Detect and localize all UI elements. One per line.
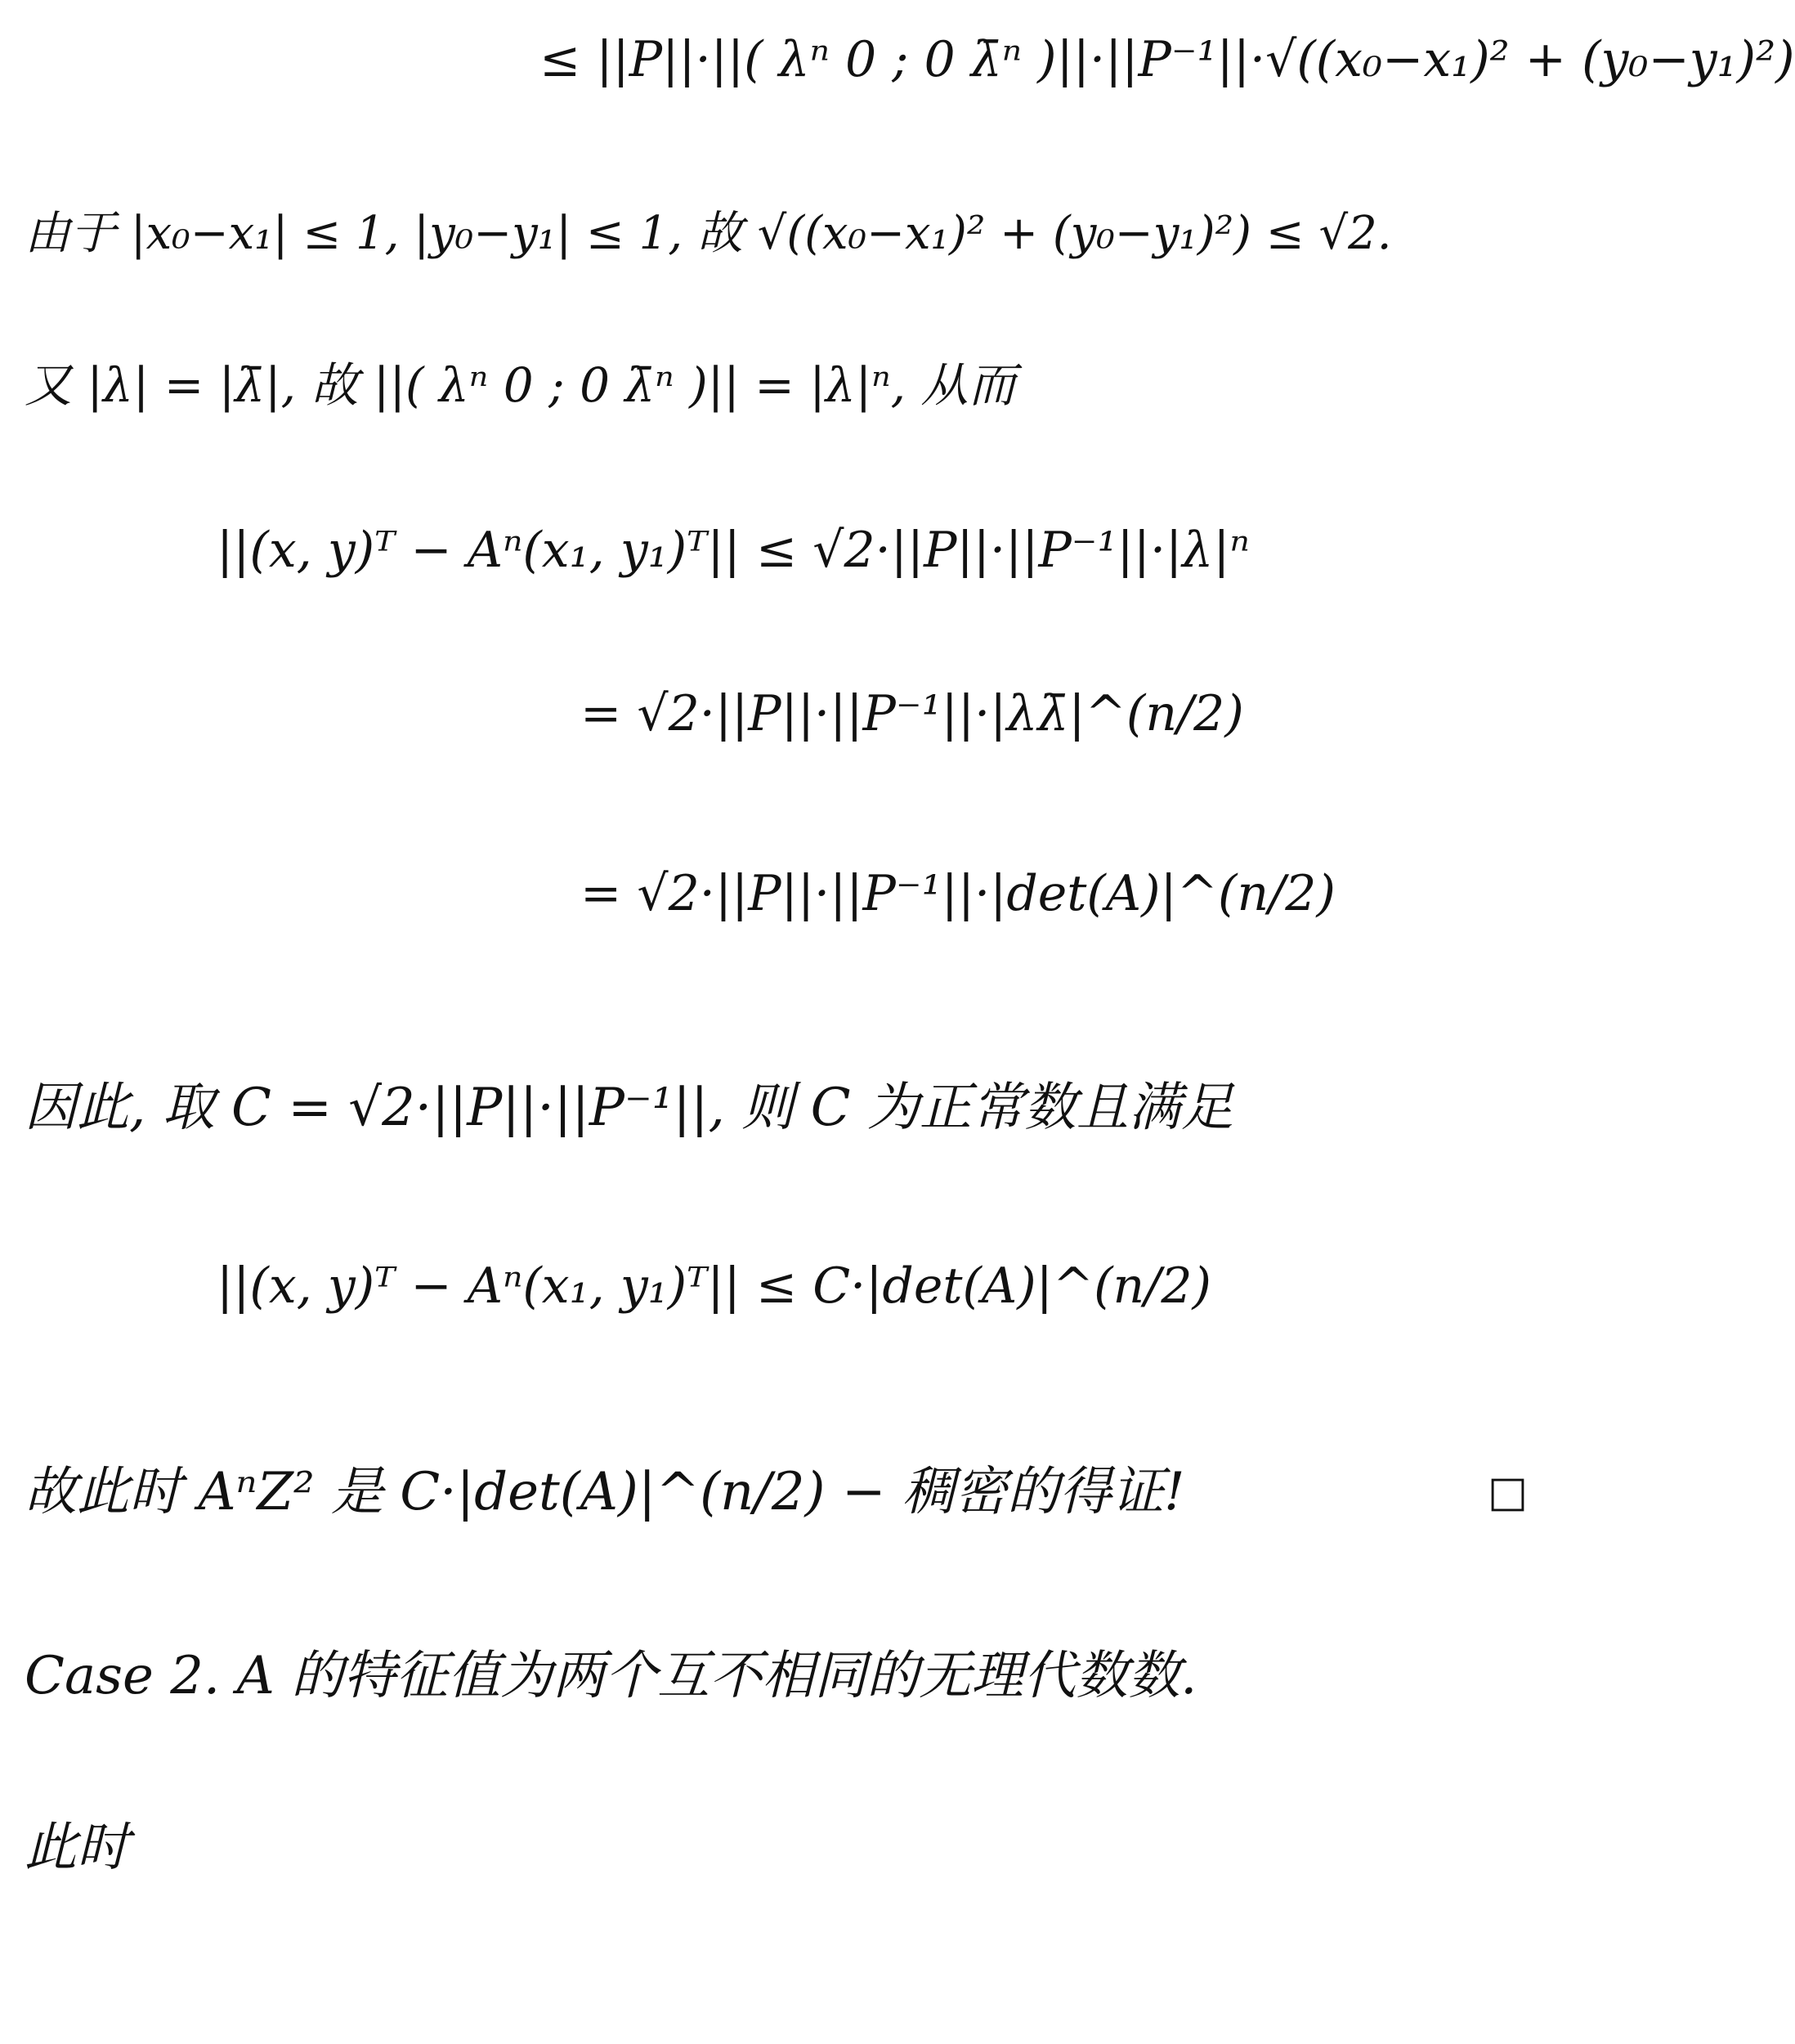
estimate-line-1: ||(x, y)ᵀ − Aⁿ(x₁, y₁)ᵀ|| ≤ √2·||P||·||P⁻¹||·|λ|ⁿ (217, 522, 1250, 579)
at-this-time-line: 此时 (25, 1818, 129, 1878)
eigen-modulus-line: 又 |λ| = |λ̄|, 故 ||( λⁿ 0 ; 0 λ̄ⁿ )|| = |λ|ⁿ, 从而 (25, 357, 1016, 413)
case-2-heading: Case 2. A 的特征值为两个互不相同的无理代数数. (25, 1646, 1197, 1706)
estimate-line-2: = √2·||P||·||P⁻¹||·|λλ̄|^(n/2) (580, 685, 1244, 742)
norm-inequality-line: ≤ ||P||·||( λⁿ 0 ; 0 λ̄ⁿ )||·||P⁻¹||·√((x₀−x₁)² + (y₀−y₁)²) (539, 31, 1795, 88)
final-inequality-line: ||(x, y)ᵀ − Aⁿ(x₁, y₁)ᵀ|| ≤ C·|det(A)|^(n/2) (217, 1257, 1211, 1315)
estimate-line-3: = √2·||P||·||P⁻¹||·|det(A)|^(n/2) (580, 865, 1336, 922)
bound-line: 由于 |x₀−x₁| ≤ 1, |y₀−y₁| ≤ 1, 故 √((x₀−x₁)² + (y₀−y₁)²) ≤ √2. (25, 207, 1392, 260)
conclusion-line: 故此时 AⁿZ² 是 C·|det(A)|^(n/2) − 稠密的得证! (25, 1462, 1185, 1522)
constant-choice-line: 因此, 取 C = √2·||P||·||P⁻¹||, 则 C 为正常数且满足 (25, 1078, 1233, 1138)
qed-symbol: □ (1488, 1468, 1529, 1517)
